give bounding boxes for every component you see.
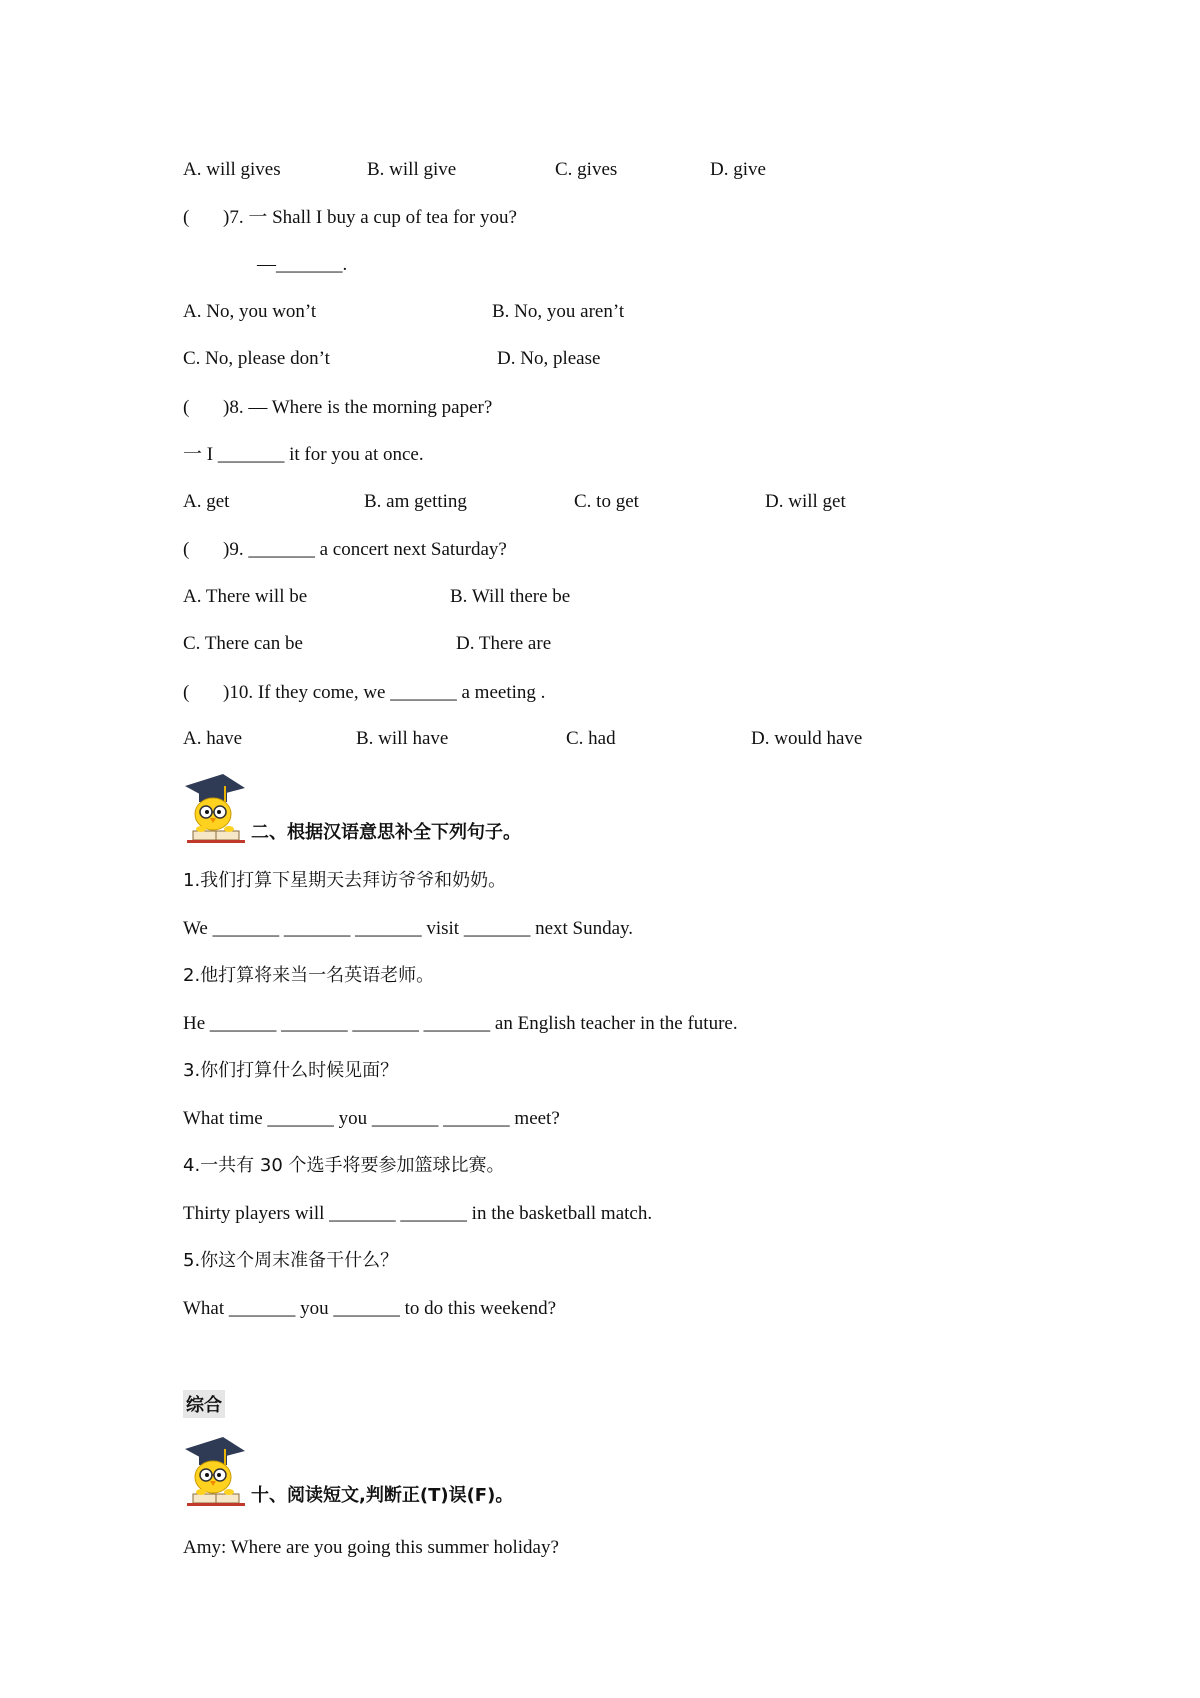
q7-question: [183, 206, 517, 230]
section-2-item-1-chinese: 1.我们打算下星期天去拜访爷爷和奶奶。: [183, 870, 507, 891]
owl-mascot-icon: [183, 1437, 247, 1507]
q8-option-b: B. am getting: [364, 491, 467, 512]
q10-option-d: D. would have: [751, 728, 863, 749]
q7-answer-line: —_______.: [257, 254, 348, 275]
q6-option-d: D. give: [710, 159, 766, 180]
q10-option-c: C. had: [566, 728, 616, 749]
owl-mascot-icon: [183, 774, 247, 844]
answer-paren: (: [183, 682, 190, 703]
q10-number: )10.: [223, 682, 254, 703]
composite-section-label: 综合: [183, 1390, 225, 1418]
q8-number: )8.: [223, 397, 244, 418]
section-2-item-5-chinese: 5.你这个周末准备干什么？: [183, 1250, 399, 1271]
q6-option-a: A. will gives: [183, 159, 281, 180]
q9-question: [183, 538, 507, 562]
q8-option-a: A. get: [183, 491, 230, 512]
answer-paren: (: [183, 207, 190, 228]
q10-prompt: If they come, we _______ a meeting .: [257, 682, 546, 703]
q8-option-d: D. will get: [765, 491, 846, 512]
q8-answer-line: 一 I _______ it for you at once.: [183, 444, 424, 465]
q10-option-a: A. have: [183, 728, 243, 749]
section-2-item-3-english: What time _______ you _______ _______ meet?: [183, 1108, 560, 1129]
q10-option-b: B. will have: [356, 728, 449, 749]
section-2-item-3-chinese: 3.你们打算什么时候见面？: [183, 1060, 399, 1081]
answer-paren: (: [183, 397, 190, 418]
section-2-item-4-english: Thirty players will _______ _______ in the basketball match.: [183, 1203, 653, 1224]
q9-option-c: C. There can be: [183, 633, 303, 654]
q7-option-d: D. No, please: [497, 348, 601, 369]
q9-number: )9.: [223, 539, 244, 560]
q8-prompt: — Where is the morning paper?: [248, 397, 493, 418]
q7-option-a: A. No, you won’t: [183, 301, 317, 322]
q8-question: [183, 396, 492, 420]
section-2-item-1-english: We _______ _______ _______ visit _______ next Sunday.: [183, 918, 634, 939]
q7-prompt: 一 Shall I buy a cup of tea for you?: [248, 207, 517, 228]
passage-first-line: Amy: Where are you going this summer holiday?: [183, 1537, 559, 1558]
q7-option-b: B. No, you aren’t: [492, 301, 625, 322]
section-2-item-2-english: He _______ _______ _______ _______ an English teacher in the future.: [183, 1013, 738, 1034]
section-2-item-4-chinese: 4.一共有 30 个选手将要参加篮球比赛。: [183, 1155, 505, 1176]
section-2-title: 二、根据汉语意思补全下列句子。: [251, 822, 521, 843]
q9-option-d: D. There are: [456, 633, 552, 654]
answer-paren: (: [183, 539, 190, 560]
q10-question: [183, 681, 545, 705]
q9-prompt: _______ a concert next Saturday?: [248, 539, 507, 560]
section-2-item-5-english: What _______ you _______ to do this weekend?: [183, 1298, 557, 1319]
q8-option-c: C. to get: [574, 491, 639, 512]
section-2-item-2-chinese: 2.他打算将来当一名英语老师。: [183, 965, 435, 986]
q7-option-c: C. No, please don’t: [183, 348, 330, 369]
q6-option-c: C. gives: [555, 159, 618, 180]
q9-option-a: A. There will be: [183, 586, 308, 607]
q9-option-b: B. Will there be: [450, 586, 571, 607]
section-10-title: 十、阅读短文,判断正(T)误(F)。: [251, 1485, 514, 1506]
q7-number: )7.: [223, 207, 244, 228]
q6-option-b: B. will give: [367, 159, 457, 180]
